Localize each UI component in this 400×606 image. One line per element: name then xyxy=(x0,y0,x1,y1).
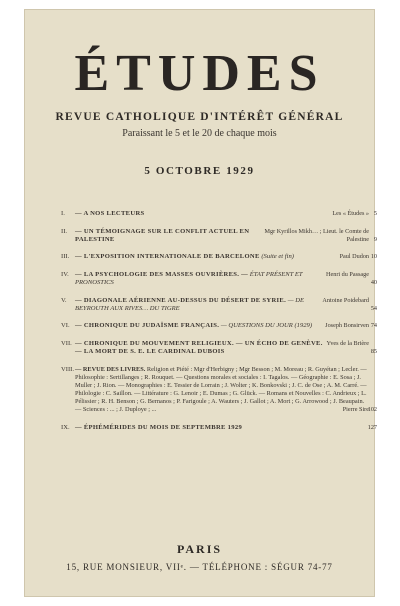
toc-subtitle: (Suite et fin) xyxy=(261,253,294,261)
toc-author: Yves de la Brière xyxy=(326,340,369,348)
toc-title: — ÉPHÉMÉRIDES DU MOIS DE SEPTEMBRE 1929 xyxy=(75,423,243,431)
toc-number: IX. xyxy=(61,423,70,431)
toc-subtitle: — QUESTIONS DU JOUR (1929) xyxy=(220,322,313,330)
magazine-title: ÉTUDES xyxy=(74,45,325,102)
table-of-contents xyxy=(61,210,377,442)
toc-number: VII. xyxy=(61,340,72,348)
toc-page: 10 xyxy=(370,253,377,261)
toc-entry-4 xyxy=(61,271,377,287)
toc-number: V. xyxy=(61,296,67,304)
toc-number: II. xyxy=(61,227,68,235)
toc-title: — L'EXPOSITION INTERNATIONALE DE BARCELONE xyxy=(75,253,260,261)
toc-title: — CHRONIQUE DU MOUVEMENT RELIGIEUX. — UN ÉCHO DE GENÈVE. — LA MORT DE S. E. LE CARDINAL DUBOIS xyxy=(75,340,323,355)
toc-subtitle: — DE BEYROUTH AUX RIVES… DU TIGRE xyxy=(75,296,305,312)
toc-title: — A NOS LECTEURS xyxy=(75,210,145,217)
toc-number: III. xyxy=(61,253,70,261)
toc-number: VIII. xyxy=(61,365,74,373)
toc-page: 102 xyxy=(367,405,377,413)
toc-author: Paul Dudon xyxy=(339,253,369,261)
toc-page: 127 xyxy=(367,423,377,431)
toc-author: Pierre Sire xyxy=(342,405,369,413)
publisher-address: 15, RUE MONSIEUR, VIIᵉ. — TÉLÉPHONE : SÉGUR 74-77 xyxy=(66,562,333,572)
issue-date: 5 OCTOBRE 1929 xyxy=(144,165,255,177)
toc-number: IV. xyxy=(61,271,69,279)
toc-subtitle: ÉTAT PRÉSENT ET PRONOSTICS xyxy=(75,271,303,286)
toc-number: I. xyxy=(61,210,65,217)
toc-page: 85 xyxy=(370,347,377,355)
toc-page: 9 xyxy=(373,235,377,243)
magazine-subtitle: REVUE CATHOLIQUE D'INTÉRÊT GÉNÉRAL xyxy=(55,111,344,123)
toc-title: — CHRONIQUE DU JUDAÏSME FRANÇAIS. xyxy=(75,322,220,330)
toc-entry-revue-des-livres xyxy=(61,365,377,414)
toc-page: 54 xyxy=(370,304,377,312)
toc-page: 40 xyxy=(370,278,377,286)
toc-title: — LA PSYCHOLOGIE DES MASSES OUVRIÈRES. — xyxy=(75,271,249,279)
toc-entry-7 xyxy=(61,340,377,356)
toc-entry-5 xyxy=(61,296,377,313)
toc-author: Antoine Poidebard xyxy=(322,296,369,304)
toc-page: 74 xyxy=(370,322,377,330)
publication-city: PARIS xyxy=(176,542,223,556)
toc-author: Joseph Bonsirven xyxy=(325,322,369,330)
toc-title: — REVUE DES LIVRES. xyxy=(75,365,146,373)
toc-entry-1 xyxy=(61,210,377,218)
toc-title: — UN TÉMOIGNAGE SUR LE CONFLIT ACTUEL EN PALESTINE xyxy=(75,227,250,243)
toc-entry-6 xyxy=(61,322,377,330)
publication-frequency: Paraissant le 5 et le 20 de chaque mois xyxy=(122,128,277,139)
toc-page: 5 xyxy=(373,210,377,217)
toc-author: Les « Études » xyxy=(332,210,369,217)
magazine-cover xyxy=(25,10,377,596)
toc-entry-ephemerides xyxy=(61,423,377,432)
toc-author: Mgr Kyrillos Mikh… ; Lieut. le Comte de Palestine xyxy=(264,227,369,243)
book-review-list: Religion et Piété : Mgr d'Herbigny ; Mgr Besson ; M. Moreau ; R. Guyétan ; Lecler. — Philosophie : Sertillanges ; R. Rouquet. — Questions morales et sociales : I. Tagalos. — Géographie : E. Sosa ; J. Muller ; J. Rion. — Monographies : E. Tessier de Lorrain ; J. Wolter ; K. Bonkovski ; J. C. de Ose ; A. M. Carré. — Philologie : C. Saillon. — Littérature : G. Lenoir ; E. Dumas ; G. Glück. — Romans et Nouvelles : C. Andrieux ; L. Pélissier ; R. H. Benson ; G. Bernanos ; P. Farigoule ; A. Wauters ; J. Gallot ; A. Mort ; G. Arrowood ; J. Beaupain. — Sciences : ... ; J. Duploye ; ... xyxy=(75,365,367,413)
toc-number: VI. xyxy=(61,322,70,330)
toc-title: — DIAGONALE AÉRIENNE AU-DESSUS DU DÉSERT DE SYRIE. xyxy=(75,296,287,304)
toc-author: Henri du Passage xyxy=(326,271,369,279)
toc-entry-3 xyxy=(61,253,377,261)
toc-entry-2 xyxy=(61,227,377,244)
